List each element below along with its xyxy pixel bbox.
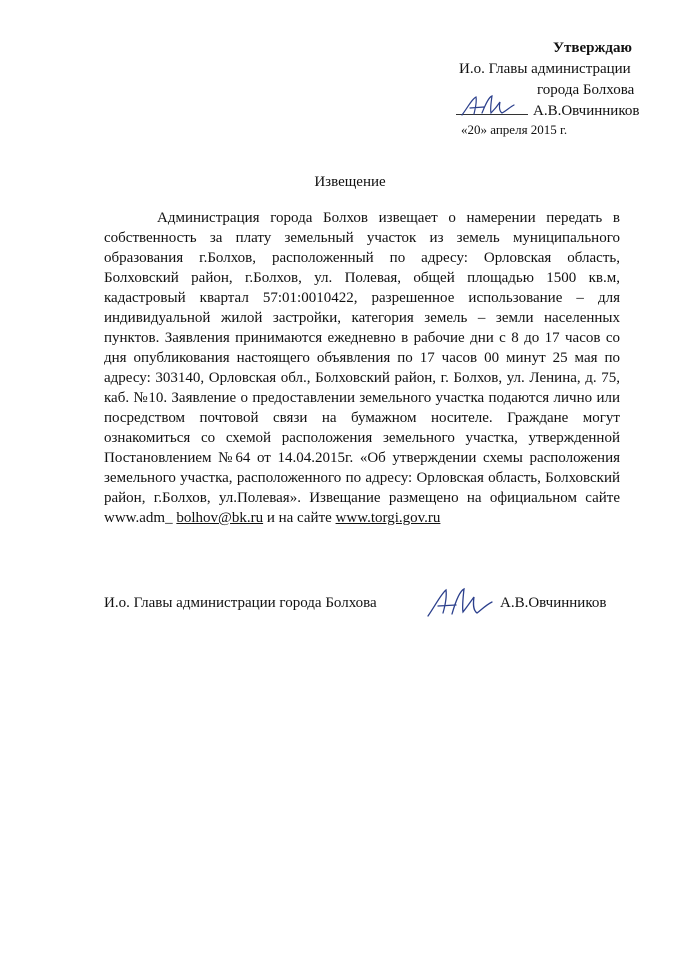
notice-body xyxy=(104,208,620,528)
notice-link-connector: и на сайте xyxy=(266,510,332,526)
footer-signature-icon xyxy=(424,584,496,620)
approval-position-line1: И.о. Главы администрации xyxy=(459,61,631,77)
approval-name: А.В.Овчинников xyxy=(533,103,640,119)
approval-signature-row xyxy=(456,93,666,119)
notice-title: Извещение xyxy=(314,174,386,190)
email-link[interactable]: bolhov@bk.ru xyxy=(176,510,264,526)
approval-title: Утверждаю xyxy=(553,40,632,56)
notice-body-text: Администрация города Болхов извещает о намерении передать в собственность за плату земельный участок из земель муниципального образования г.Болхов, расположенный по адресу: Орловская область, Болховский район, г.Болхов, ул. Полевая, общей площадью 1500 кв.м, кадастровый квартал 57:01:0010422, разрешенное использование – для индивидуальной жилой застройки, категория земель – земли населенных пунктов. Заявления принимаются ежедневно в рабочие дни с 8 до 17 часов со дня опубликования настоящего объявления по 17 часов 00 минут 25 мая по адресу: 303140, Орловская обл., Болховский район, г. Болхов, ул. Ленина, д. 75, каб. №10. Заявление о предоставлении земельного участка подаются лично или посредством почтовой связи на бумажном носителе. Граждане могут ознакомиться со схемой расположения земельного участка, утвержденной Постановлением №64 от 14.04.2015г. «Об утверждении схемы расположения земельного участка, расположенного по адресу: Орловская область, Болховский район, г.Болхов, ул.Полевая». Извещание размещено на официальном сайте xyxy=(104,210,620,506)
approval-date: «20» апреля 2015 г. xyxy=(461,122,568,137)
notice-site-prefix: www.adm_ xyxy=(104,510,173,526)
approval-signature-icon xyxy=(458,93,528,119)
footer-position: И.о. Главы администрации города Болхова xyxy=(104,595,377,611)
approval-position-line2: города Болхова xyxy=(537,82,635,98)
footer-name: А.В.Овчинников xyxy=(500,595,607,611)
torgi-link[interactable]: www.torgi.gov.ru xyxy=(335,510,441,526)
